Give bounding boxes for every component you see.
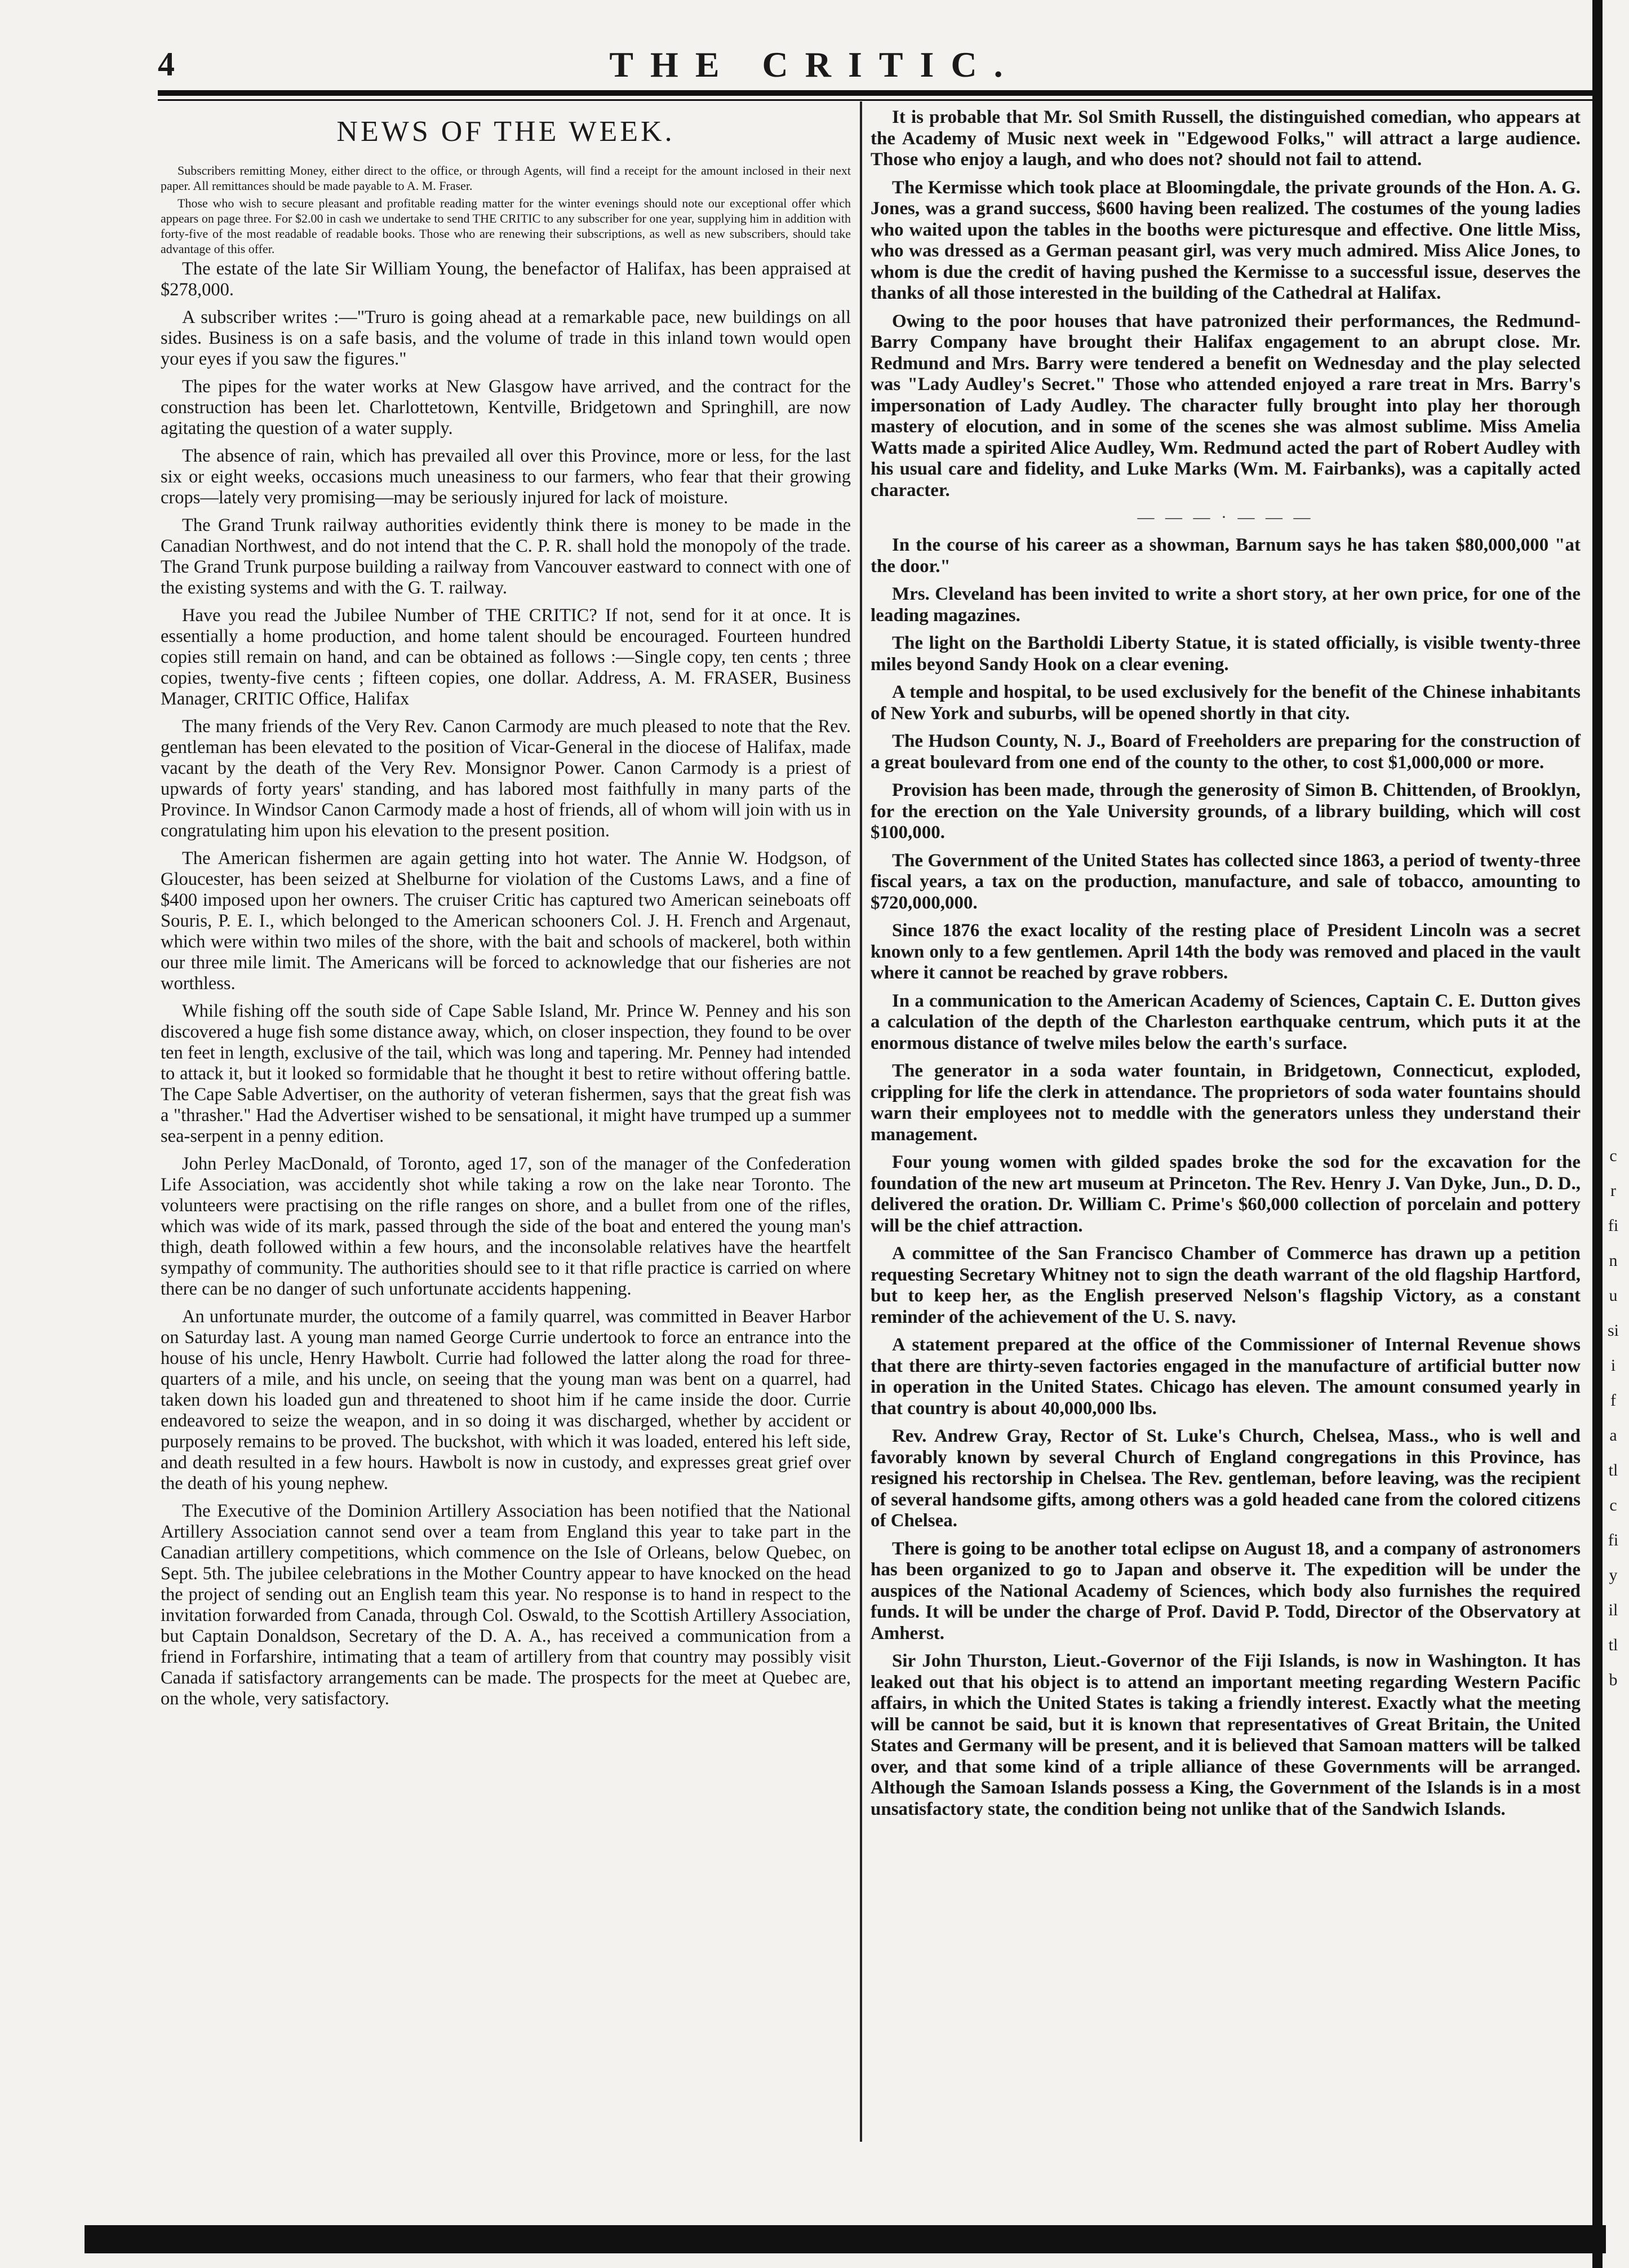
news-paragraph: The Executive of the Dominion Artillery Association has been notified that the National Artillery Association cannot send over a team from England this year to take part in the Canadian artillery competitions, which commence on the Isle of Orleans, below Quebec, on Sept. 5th. The jubilee celebrations in the Mother Country appear to have knocked on the head the project of sending out an English team this year. No response is to hand in respect to the invitation forwarded from Canada, through Col. Oswald, to the Scottish Artillery Association, but Captain Donaldson, Secretary of the D. A. A., has received a communication from a friend in Forfarshire, intimating that a team of artillery from that country may possibly visit Canada if satisfactory arrangements can be made. The prospects for the meet at Quebec are, on the whole, very satisfactory. [161, 1501, 851, 1709]
edge-fragment: i [1610, 1356, 1616, 1375]
news-paragraph: The light on the Bartholdi Liberty Statue, it is stated officially, is visible twenty-three miles beyond Sandy Hook on a clear evening. [871, 633, 1581, 675]
news-paragraph: In a communication to the American Academy of Sciences, Captain C. E. Dutton gives a calculation of the depth of the Charleston earthquake centrum, which puts it at the enormous distance of twelve miles below the earth's surface. [871, 990, 1581, 1053]
page-edge-border [1592, 0, 1603, 2268]
news-paragraph: The pipes for the water works at New Glasgow have arrived, and the contract for the construction has been let. Charlottetown, Kentville, Bridgetown and Springhill, are now agitating the question of a water supply. [161, 376, 851, 438]
subscriber-notice: Subscribers remitting Money, either direct to the office, or through Agents, will find a receipt for the amount inclosed in their next paper. All remittances should be made payable to A. M. Fraser. [161, 163, 851, 193]
subscriber-notice: Those who wish to secure pleasant and profitable reading matter for the winter evenings should note our exceptional offer which appears on page three. For $2.00 in cash we undertake to send THE CRITIC to any subscriber for one year, supplying him in addition with forty-five of the most readable of readable books. Those who are renewing their subscriptions, as well as new subscribers, should take advantage of this offer. [161, 196, 851, 256]
news-paragraph: Four young women with gilded spades broke the sod for the excavation for the foundation of the new art museum at Princeton. The Rev. Henry J. Van Dyke, Jun., D. D., delivered the oration. Dr. William C. Prime's $60,000 collection of porcelain and pottery will be the chief attraction. [871, 1152, 1581, 1236]
section-separator: — — — · — — — [1137, 508, 1314, 526]
news-paragraph: A subscriber writes :—"Truro is going ahead at a remarkable pace, new buildings on all sides. Business is on a safe basis, and the volume of trade in this inland town would open your eyes if you saw the figures." [161, 307, 851, 369]
header-rule-thin [158, 99, 1600, 101]
news-paragraph: A committee of the San Francisco Chamber of Commerce has drawn up a petition requesting Secretary Whitney not to sign the death warrant of the old flagship Hartford, but to keep her, as the English preserved Nelson's flagship Victory, as a constant reminder of the achievement of the U. S. navy. [871, 1243, 1581, 1327]
news-paragraph: The Hudson County, N. J., Board of Freeholders are preparing for the construction of a great boulevard from one end of the county to the other, to cost $1,000,000 or more. [871, 731, 1581, 773]
news-paragraph: While fishing off the south side of Cape Sable Island, Mr. Prince W. Penney and his son discovered a huge fish some distance away, which, on closer inspection, they found to be over ten feet in length, exclusive of the tail, which was long and tapering. Mr. Penney had intended to attack it, but it looked so formidable that he thought it best to retire without offering battle. The Cape Sable Advertiser, on the authority of veteran fishermen, says that the great fish was a "thrasher." Had the Advertiser wished to be sensational, it might have trumped up a summer sea-serpent in a penny edition. [161, 1001, 851, 1146]
edge-fragment: n [1609, 1251, 1618, 1270]
right-column [871, 107, 1581, 1827]
section-title: NEWS OF THE WEEK. [336, 116, 675, 148]
page-bottom-bar [85, 2225, 1606, 2253]
left-column [161, 107, 851, 1716]
page-number: 4 [158, 46, 175, 83]
news-paragraph: Sir John Thurston, Lieut.-Governor of the Fiji Islands, is now in Washington. It has leaked out that his object is to attend an important meeting regarding Western Pacific affairs, in which the United States is taking a friendly interest. Exactly what the meeting will be cannot be said, but it is known that representatives of Great Britain, the United States and Germany will be present, and it is believed that Samoan matters will be talked over, and that some kind of a triple alliance of these Governments will be arranged. Although the Samoan Islands possess a King, the Government of the Islands is in a most unsatisfactory state, the condition being not unlike that of the Sandwich Islands. [871, 1651, 1581, 1819]
edge-fragment: c [1609, 1496, 1617, 1514]
edge-fragment: si [1607, 1321, 1619, 1340]
news-paragraph: The American fishermen are again getting into hot water. The Annie W. Hodgson, of Gloucester, has been seized at Shelburne for violation of the Customs Laws, and a fine of $400 imposed upon her owners. The cruiser Critic has captured two American seineboats off Souris, P. E. I., which belonged to the American schooners Col. J. H. French and Argenaut, which were within two miles of the shore, with the bait and schools of mackerel, both within our three mile limit. The Americans will be forced to acknowledge that our fisheries are not worthless. [161, 848, 851, 994]
news-paragraph: There is going to be another total eclipse on August 18, and a company of astronomers has been organized to go to Japan and observe it. The expedition will be under the auspices of the National Academy of Sciences, which body also furnishes the required funds. It will be under the charge of Prof. David P. Todd, Director of the Observatory at Amherst. [871, 1538, 1581, 1644]
news-paragraph: Mrs. Cleveland has been invited to write a short story, at her own price, for one of the leading magazines. [871, 584, 1581, 626]
header-rule [158, 90, 1600, 96]
news-paragraph: It is probable that Mr. Sol Smith Russell, the distinguished comedian, who appears at the Academy of Music next week in "Edgewood Folks," will attract a large audience. Those who enjoy a laugh, and who does not? should not fail to attend. [871, 107, 1581, 170]
news-paragraph: A statement prepared at the office of the Commissioner of Internal Revenue shows that there are thirty-seven factories engaged in the manufacture of artificial butter now in operation in the United States. Chicago has eleven. The amount consumed yearly in that country is about 40,000,000 lbs. [871, 1335, 1581, 1419]
edge-fragment: u [1609, 1286, 1618, 1305]
edge-fragment: il [1608, 1601, 1618, 1619]
edge-fragment: f [1610, 1391, 1616, 1410]
masthead: THE CRITIC. [609, 45, 1020, 85]
edge-fragment: tl [1608, 1461, 1618, 1479]
news-paragraph: The Government of the United States has collected since 1863, a period of twenty-three fiscal years, a tax on the production, manufacture, and sale of tobacco, amounting to $720,000,000. [871, 850, 1581, 913]
edge-fragment: r [1610, 1181, 1616, 1200]
news-paragraph: The generator in a soda water fountain, in Bridgetown, Connecticut, exploded, crippling for life the clerk in attendance. The proprietors of soda water fountains should warn their employees not to meddle with the generators unless they understand their management. [871, 1061, 1581, 1145]
news-paragraph: The estate of the late Sir William Young, the benefactor of Halifax, has been appraised at $278,000. [161, 259, 851, 300]
news-paragraph: The absence of rain, which has prevailed all over this Province, more or less, for the last six or eight weeks, occasions much uneasiness to our farmers, who fear that their growing crops—lately very promising—may be seriously injured for lack of moisture. [161, 446, 851, 508]
adjacent-page-fragments [1605, 1139, 1622, 1698]
news-paragraph: An unfortunate murder, the outcome of a family quarrel, was committed in Beaver Harbor on Saturday last. A young man named George Currie undertook to force an entrance into the house of his uncle, Henry Hawbolt. Currie had followed the latter along the road for three-quarters of a mile, and his uncle, on seeing that the young man was bent on a quarrel, had taken down his loaded gun and threatened to shoot him if he came inside the door. Currie endeavored to seize the weapon, and in so doing it was discharged, whether by accident or purposely remains to be proved. The buckshot, with which it was loaded, entered his left side, and death resulted in a few hours. Hawbolt is now in custody, and expresses great grief over the death of his young nephew. [161, 1306, 851, 1494]
column-divider [860, 101, 862, 2142]
news-paragraph: The many friends of the Very Rev. Canon Carmody are much pleased to note that the Rev. gentleman has been elevated to the position of Vicar-General in the diocese of Halifax, made vacant by the death of the Very Rev. Monsignor Power. Canon Carmody is a priest of upwards of forty years' standing, and has labored most faithfully in many parts of the Province. In Windsor Canon Carmody made a host of friends, all of whom will join with us in congratulating him upon his elevation to the present position. [161, 716, 851, 841]
news-paragraph: The Kermisse which took place at Bloomingdale, the private grounds of the Hon. A. G. Jones, was a grand success, $600 having been realized. The costumes of the young ladies who waited upon the tables in the booths were picturesque and effective. One little Miss, who was dressed as a German peasant girl, was very much admired. Miss Alice Jones, to whom is due the credit of having pushed the Kermisse to a successful issue, deserves the thanks of all those interested in the building of the Cathedral at Halifax. [871, 177, 1581, 303]
news-paragraph: Owing to the poor houses that have patronized their performances, the Redmund-Barry Company have brought their Halifax engagement to an abrupt close. Mr. Redmund and Mrs. Barry were tendered a benefit on Wednesday and the play selected was "Lady Audley's Secret." Those who attended enjoyed a rare treat in Mrs. Barry's impersonation of Lady Audley. The character fully brought into play her thorough mastery of elocution, and in some of the scenes she was almost sublime. Miss Amelia Watts made a spirited Alice Audley, Wm. Redmund acted the part of Robert Audley with his usual care and fidelity, and Luke Marks (Wm. M. Fairbanks), was a capitally acted character. [871, 311, 1581, 500]
edge-fragment: fi [1608, 1531, 1619, 1549]
news-paragraph: In the course of his career as a showman, Barnum says he has taken $80,000,000 "at the door." [871, 535, 1581, 577]
edge-fragment: a [1609, 1426, 1617, 1445]
news-paragraph: John Perley MacDonald, of Toronto, aged 17, son of the manager of the Confederation Life Association, was accidently shot while taking a row on the lake near Toronto. The volunteers were practising on the rifle ranges on shore, and a bullet from one of the rifles, which was wide of its mark, passed through the side of the boat and entered the young man's thigh, death followed within a few hours, and the inconsolable relatives have the heartfelt sympathy of community. The authorities should see to it that rifle practice is carried on where there can be no danger of such unfortunate accidents happening. [161, 1154, 851, 1299]
news-paragraph: The Grand Trunk railway authorities evidently think there is money to be made in the Canadian Northwest, and do not intend that the C. P. R. shall hold the monopoly of the trade. The Grand Trunk purpose building a railway from Vancouver eastward to connect with one of the existing systems and with the G. T. railway. [161, 515, 851, 598]
news-paragraph: Rev. Andrew Gray, Rector of St. Luke's Church, Chelsea, Mass., who is well and favorably known by several Church of England congregations in this Province, has resigned his rectorship in Chelsea. The Rev. gentleman, before leaving, was the recipient of several handsome gifts, among others was a gold headed cane from the colored citizens of Chelsea. [871, 1426, 1581, 1531]
edge-fragment: c [1609, 1146, 1617, 1165]
edge-fragment: fi [1608, 1216, 1619, 1235]
edge-fragment: tl [1608, 1636, 1618, 1654]
news-paragraph: Provision has been made, through the generosity of Simon B. Chittenden, of Brooklyn, for the erection on the Yale University grounds, of a library building, which will cost $100,000. [871, 780, 1581, 843]
edge-fragment: y [1609, 1566, 1618, 1584]
news-paragraph: Since 1876 the exact locality of the resting place of President Lincoln was a secret known only to a few gentlemen. April 14th the body was removed and placed in the vault where it cannot be reached by grave robbers. [871, 920, 1581, 983]
news-paragraph: Have you read the Jubilee Number of THE CRITIC? If not, send for it at once. It is essentially a home production, and home talent should be encouraged. Fourteen hundred copies still remain on hand, and can be obtained as follows :—Single copy, ten cents ; three copies, twenty-five cents ; fifteen copies, one dollar. Address, A. M. FRASER, Business Manager, CRITIC Office, Halifax [161, 605, 851, 709]
news-paragraph: A temple and hospital, to be used exclusively for the benefit of the Chinese inhabitants of New York and suburbs, will be opened shortly in that city. [871, 682, 1581, 724]
edge-fragment: b [1609, 1671, 1618, 1689]
